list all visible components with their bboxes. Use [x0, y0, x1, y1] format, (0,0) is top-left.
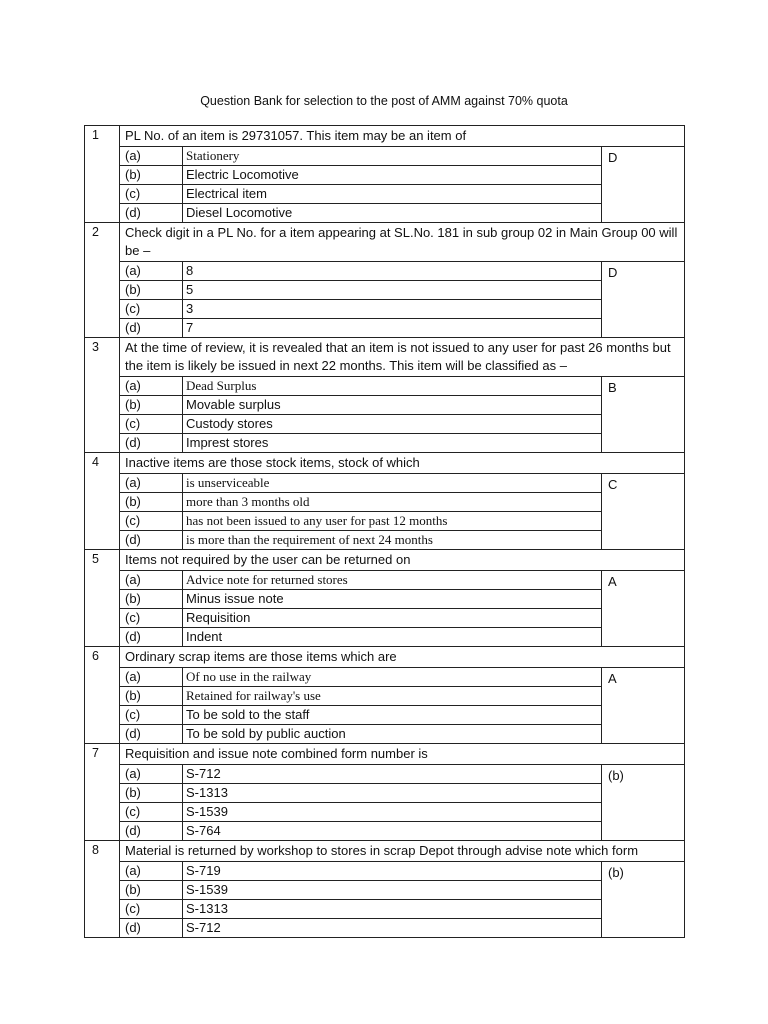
- option-label: (a): [120, 474, 183, 493]
- question-number: 5: [85, 550, 120, 647]
- option-row: [85, 512, 685, 531]
- option-row: [85, 204, 685, 223]
- option-row: [85, 166, 685, 185]
- answer-key: C: [602, 474, 685, 550]
- option-label: (d): [120, 434, 183, 453]
- question-table: [84, 125, 685, 938]
- question-row: [85, 126, 685, 147]
- option-text: S-764: [183, 822, 602, 841]
- option-text: Indent: [183, 628, 602, 647]
- option-label: (d): [120, 204, 183, 223]
- option-text: S-712: [183, 919, 602, 938]
- question-row: [85, 338, 685, 377]
- option-text: S-712: [183, 765, 602, 784]
- option-row: [85, 281, 685, 300]
- option-row: [85, 862, 685, 881]
- option-text: 5: [183, 281, 602, 300]
- option-text: 7: [183, 319, 602, 338]
- question-row: [85, 453, 685, 474]
- option-label: (a): [120, 147, 183, 166]
- option-text: Diesel Locomotive: [183, 204, 602, 223]
- option-text: 3: [183, 300, 602, 319]
- question-text: Items not required by the user can be returned on: [120, 550, 685, 571]
- question-text: Requisition and issue note combined form number is: [120, 744, 685, 765]
- option-label: (c): [120, 512, 183, 531]
- question-row: [85, 647, 685, 668]
- option-text: Advice note for returned stores: [183, 571, 602, 590]
- option-label: (d): [120, 628, 183, 647]
- option-row: [85, 474, 685, 493]
- option-row: [85, 185, 685, 204]
- question-text: Check digit in a PL No. for a item appearing at SL.No. 181 in sub group 02 in Main Group 00 will be –: [120, 223, 685, 262]
- option-label: (a): [120, 668, 183, 687]
- option-text: is unserviceable: [183, 474, 602, 493]
- option-label: (b): [120, 590, 183, 609]
- question-text: Inactive items are those stock items, stock of which: [120, 453, 685, 474]
- option-text: S-1539: [183, 881, 602, 900]
- question-text: At the time of review, it is revealed that an item is not issued to any user for past 26 months but the item is likely be issued in next 22 months. This item will be classified as –: [120, 338, 685, 377]
- option-text: more than 3 months old: [183, 493, 602, 512]
- option-row: [85, 396, 685, 415]
- question-number: 7: [85, 744, 120, 841]
- option-label: (a): [120, 571, 183, 590]
- question-number: 3: [85, 338, 120, 453]
- option-row: [85, 919, 685, 938]
- option-label: (c): [120, 706, 183, 725]
- option-row: [85, 706, 685, 725]
- option-label: (d): [120, 319, 183, 338]
- option-text: To be sold by public auction: [183, 725, 602, 744]
- question-row: [85, 841, 685, 862]
- option-text: Movable surplus: [183, 396, 602, 415]
- question-number: 4: [85, 453, 120, 550]
- option-label: (b): [120, 396, 183, 415]
- option-label: (c): [120, 415, 183, 434]
- option-label: (b): [120, 281, 183, 300]
- option-text: Retained for railway's use: [183, 687, 602, 706]
- option-text: Custody stores: [183, 415, 602, 434]
- option-text: S-1313: [183, 900, 602, 919]
- option-row: [85, 628, 685, 647]
- option-row: [85, 262, 685, 281]
- option-text: Of no use in the railway: [183, 668, 602, 687]
- answer-key: D: [602, 147, 685, 223]
- option-row: [85, 319, 685, 338]
- option-label: (b): [120, 881, 183, 900]
- option-text: To be sold to the staff: [183, 706, 602, 725]
- answer-key: D: [602, 262, 685, 338]
- option-row: [85, 900, 685, 919]
- option-text: 8: [183, 262, 602, 281]
- option-label: (d): [120, 822, 183, 841]
- option-label: (c): [120, 609, 183, 628]
- question-row: [85, 223, 685, 262]
- option-text: is more than the requirement of next 24 months: [183, 531, 602, 550]
- option-text: Stationery: [183, 147, 602, 166]
- option-label: (d): [120, 531, 183, 550]
- option-text: Electric Locomotive: [183, 166, 602, 185]
- option-text: has not been issued to any user for past 12 months: [183, 512, 602, 531]
- option-row: [85, 147, 685, 166]
- option-row: [85, 803, 685, 822]
- option-text: Electrical item: [183, 185, 602, 204]
- option-row: [85, 881, 685, 900]
- option-row: [85, 668, 685, 687]
- option-row: [85, 687, 685, 706]
- option-label: (c): [120, 300, 183, 319]
- option-row: [85, 434, 685, 453]
- answer-key: A: [602, 571, 685, 647]
- option-label: (a): [120, 765, 183, 784]
- option-text: Requisition: [183, 609, 602, 628]
- option-text: Minus issue note: [183, 590, 602, 609]
- option-label: (c): [120, 900, 183, 919]
- question-number: 6: [85, 647, 120, 744]
- option-label: (c): [120, 185, 183, 204]
- option-label: (d): [120, 919, 183, 938]
- answer-key: (b): [602, 862, 685, 938]
- option-row: [85, 493, 685, 512]
- option-label: (a): [120, 862, 183, 881]
- option-row: [85, 531, 685, 550]
- page-title: Question Bank for selection to the post of AMM against 70% quota: [200, 94, 568, 108]
- option-label: (b): [120, 493, 183, 512]
- question-text: Material is returned by workshop to stores in scrap Depot through advise note which form: [120, 841, 685, 862]
- option-label: (d): [120, 725, 183, 744]
- option-row: [85, 377, 685, 396]
- option-row: [85, 590, 685, 609]
- option-label: (a): [120, 262, 183, 281]
- option-text: S-719: [183, 862, 602, 881]
- option-row: [85, 822, 685, 841]
- question-text: Ordinary scrap items are those items which are: [120, 647, 685, 668]
- question-number: 1: [85, 126, 120, 223]
- option-text: Dead Surplus: [183, 377, 602, 396]
- answer-key: (b): [602, 765, 685, 841]
- answer-key: B: [602, 377, 685, 453]
- option-row: [85, 571, 685, 590]
- question-row: [85, 550, 685, 571]
- question-number: 8: [85, 841, 120, 938]
- option-row: [85, 725, 685, 744]
- question-row: [85, 744, 685, 765]
- question-text: PL No. of an item is 29731057. This item may be an item of: [120, 126, 685, 147]
- option-label: (b): [120, 166, 183, 185]
- option-label: (c): [120, 803, 183, 822]
- option-label: (b): [120, 687, 183, 706]
- option-row: [85, 609, 685, 628]
- option-row: [85, 415, 685, 434]
- option-text: S-1313: [183, 784, 602, 803]
- option-row: [85, 784, 685, 803]
- question-number: 2: [85, 223, 120, 338]
- option-text: S-1539: [183, 803, 602, 822]
- option-label: (b): [120, 784, 183, 803]
- option-label: (a): [120, 377, 183, 396]
- answer-key: A: [602, 668, 685, 744]
- option-row: [85, 765, 685, 784]
- option-text: Imprest stores: [183, 434, 602, 453]
- option-row: [85, 300, 685, 319]
